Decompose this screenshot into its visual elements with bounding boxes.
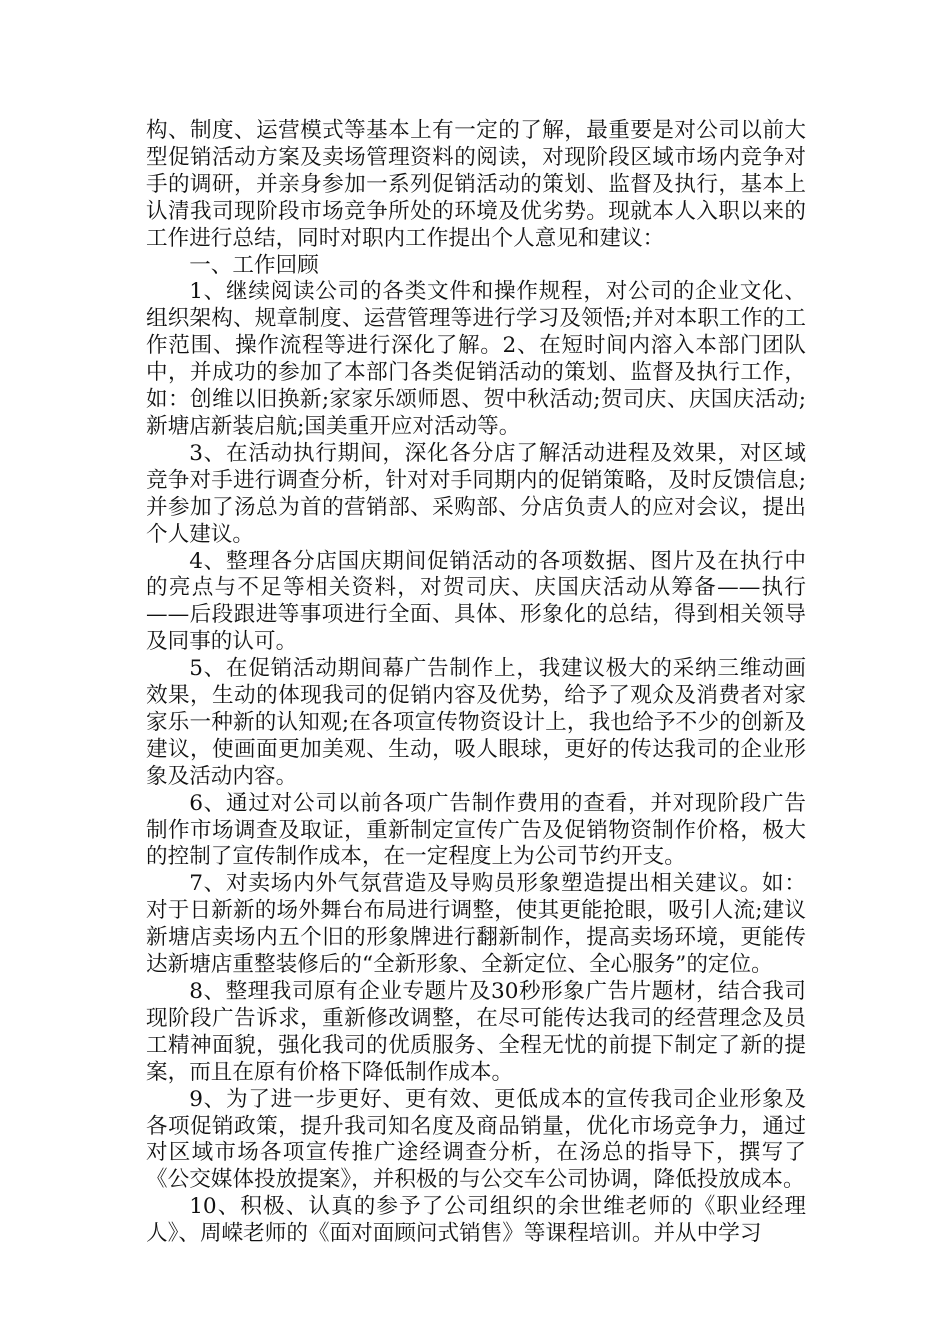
paragraph-item-1-2: 1、继续阅读公司的各类文件和操作规程，对公司的企业文化、组织架构、规章制度、运营管理等进行学习及领悟;并对本职工作的工作范围、操作流程等进行深化了解。2、在短时间内溶入本部门团队中，并成功的参加了本部门各类促销活动的策划、监督及执行工作，如：创维以旧换新;家家乐颂师恩、贺中秋活动;贺司庆、庆国庆活动;新塘店新装启航;国美重开应对活动等。 (146, 279, 806, 439)
paragraph-item-7: 7、对卖场内外气氛营造及导购员形象塑造提出相关建议。如：对于日新新的场外舞台布局进行调整，使其更能抢眼，吸引人流;建议新塘店卖场内五个旧的形象牌进行翻新制作，提高卖场环境，更能传达新塘店重整装修后的“全新形象、全新定位、全心服务”的定位。 (146, 871, 806, 978)
paragraph-item-5: 5、在促销活动期间幕广告制作上，我建议极大的采纳三维动画效果，生动的体现我司的促销内容及优势，给予了观众及消费者对家家乐一种新的认知观;在各项宣传物资设计上，我也给予不少的创新及建议，使画面更加美观、生动，吸人眼球，更好的传达我司的企业形象及活动内容。 (146, 656, 806, 789)
paragraph-item-9: 9、为了进一步更好、更有效、更低成本的宣传我司企业形象及各项促销政策，提升我司知名度及商品销量，优化市场竞争力，通过对区域市场各项宣传推广途经调查分析，在汤总的指导下，撰写了《公交媒体投放提案》，并积极的与公交车公司协调，降低投放成本。 (146, 1086, 806, 1193)
paragraph-item-8: 8、整理我司原有企业专题片及30秒形象广告片题材，结合我司现阶段广告诉求，重新修改调整，在尽可能传达我司的经营理念及员工精神面貌，强化我司的优质服务、全程无忧的前提下制定了新的提案，而且在原有价格下降低制作成本。 (146, 979, 806, 1085)
paragraph-item-3: 3、在活动执行期间，深化各分店了解活动进程及效果，对区域竞争对手进行调查分析，针对对手同期内的促销策略，及时反馈信息;并参加了汤总为首的营销部、采购部、分店负责人的应对会议，提出个人建议。 (146, 440, 806, 547)
document-body (146, 118, 806, 1248)
paragraph-item-10: 10、积极、认真的参予了公司组织的余世维老师的《职业经理人》、周嵘老师的《面对面顾问式销售》等课程培训。并从中学习 (146, 1194, 806, 1247)
paragraph-item-6: 6、通过对公司以前各项广告制作费用的查看，并对现阶段广告制作市场调查及取证，重新制定宣传广告及促销物资制作价格，极大的控制了宣传制作成本，在一定程度上为公司节约开支。 (146, 790, 806, 870)
section-heading-work-review: 一、工作回顾 (189, 252, 319, 278)
paragraph-intro-continued: 构、制度、运营模式等基本上有一定的了解，最重要是对公司以前大型促销活动方案及卖场管理资料的阅读，对现阶段区域市场内竞争对手的调研，并亲身参加一系列促销活动的策划、监督及执行，基本上认清我司现阶段市场竞争所处的环境及优劣势。现就本人入职以来的工作进行总结，同时对职内工作提出个人意见和建议： (146, 118, 806, 251)
paragraph-item-4: 4、整理各分店国庆期间促销活动的各项数据、图片及在执行中的亮点与不足等相关资料，对贺司庆、庆国庆活动从筹备——执行——后段跟进等事项进行全面、具体、形象化的总结，得到相关领导及同事的认可。 (146, 548, 806, 655)
